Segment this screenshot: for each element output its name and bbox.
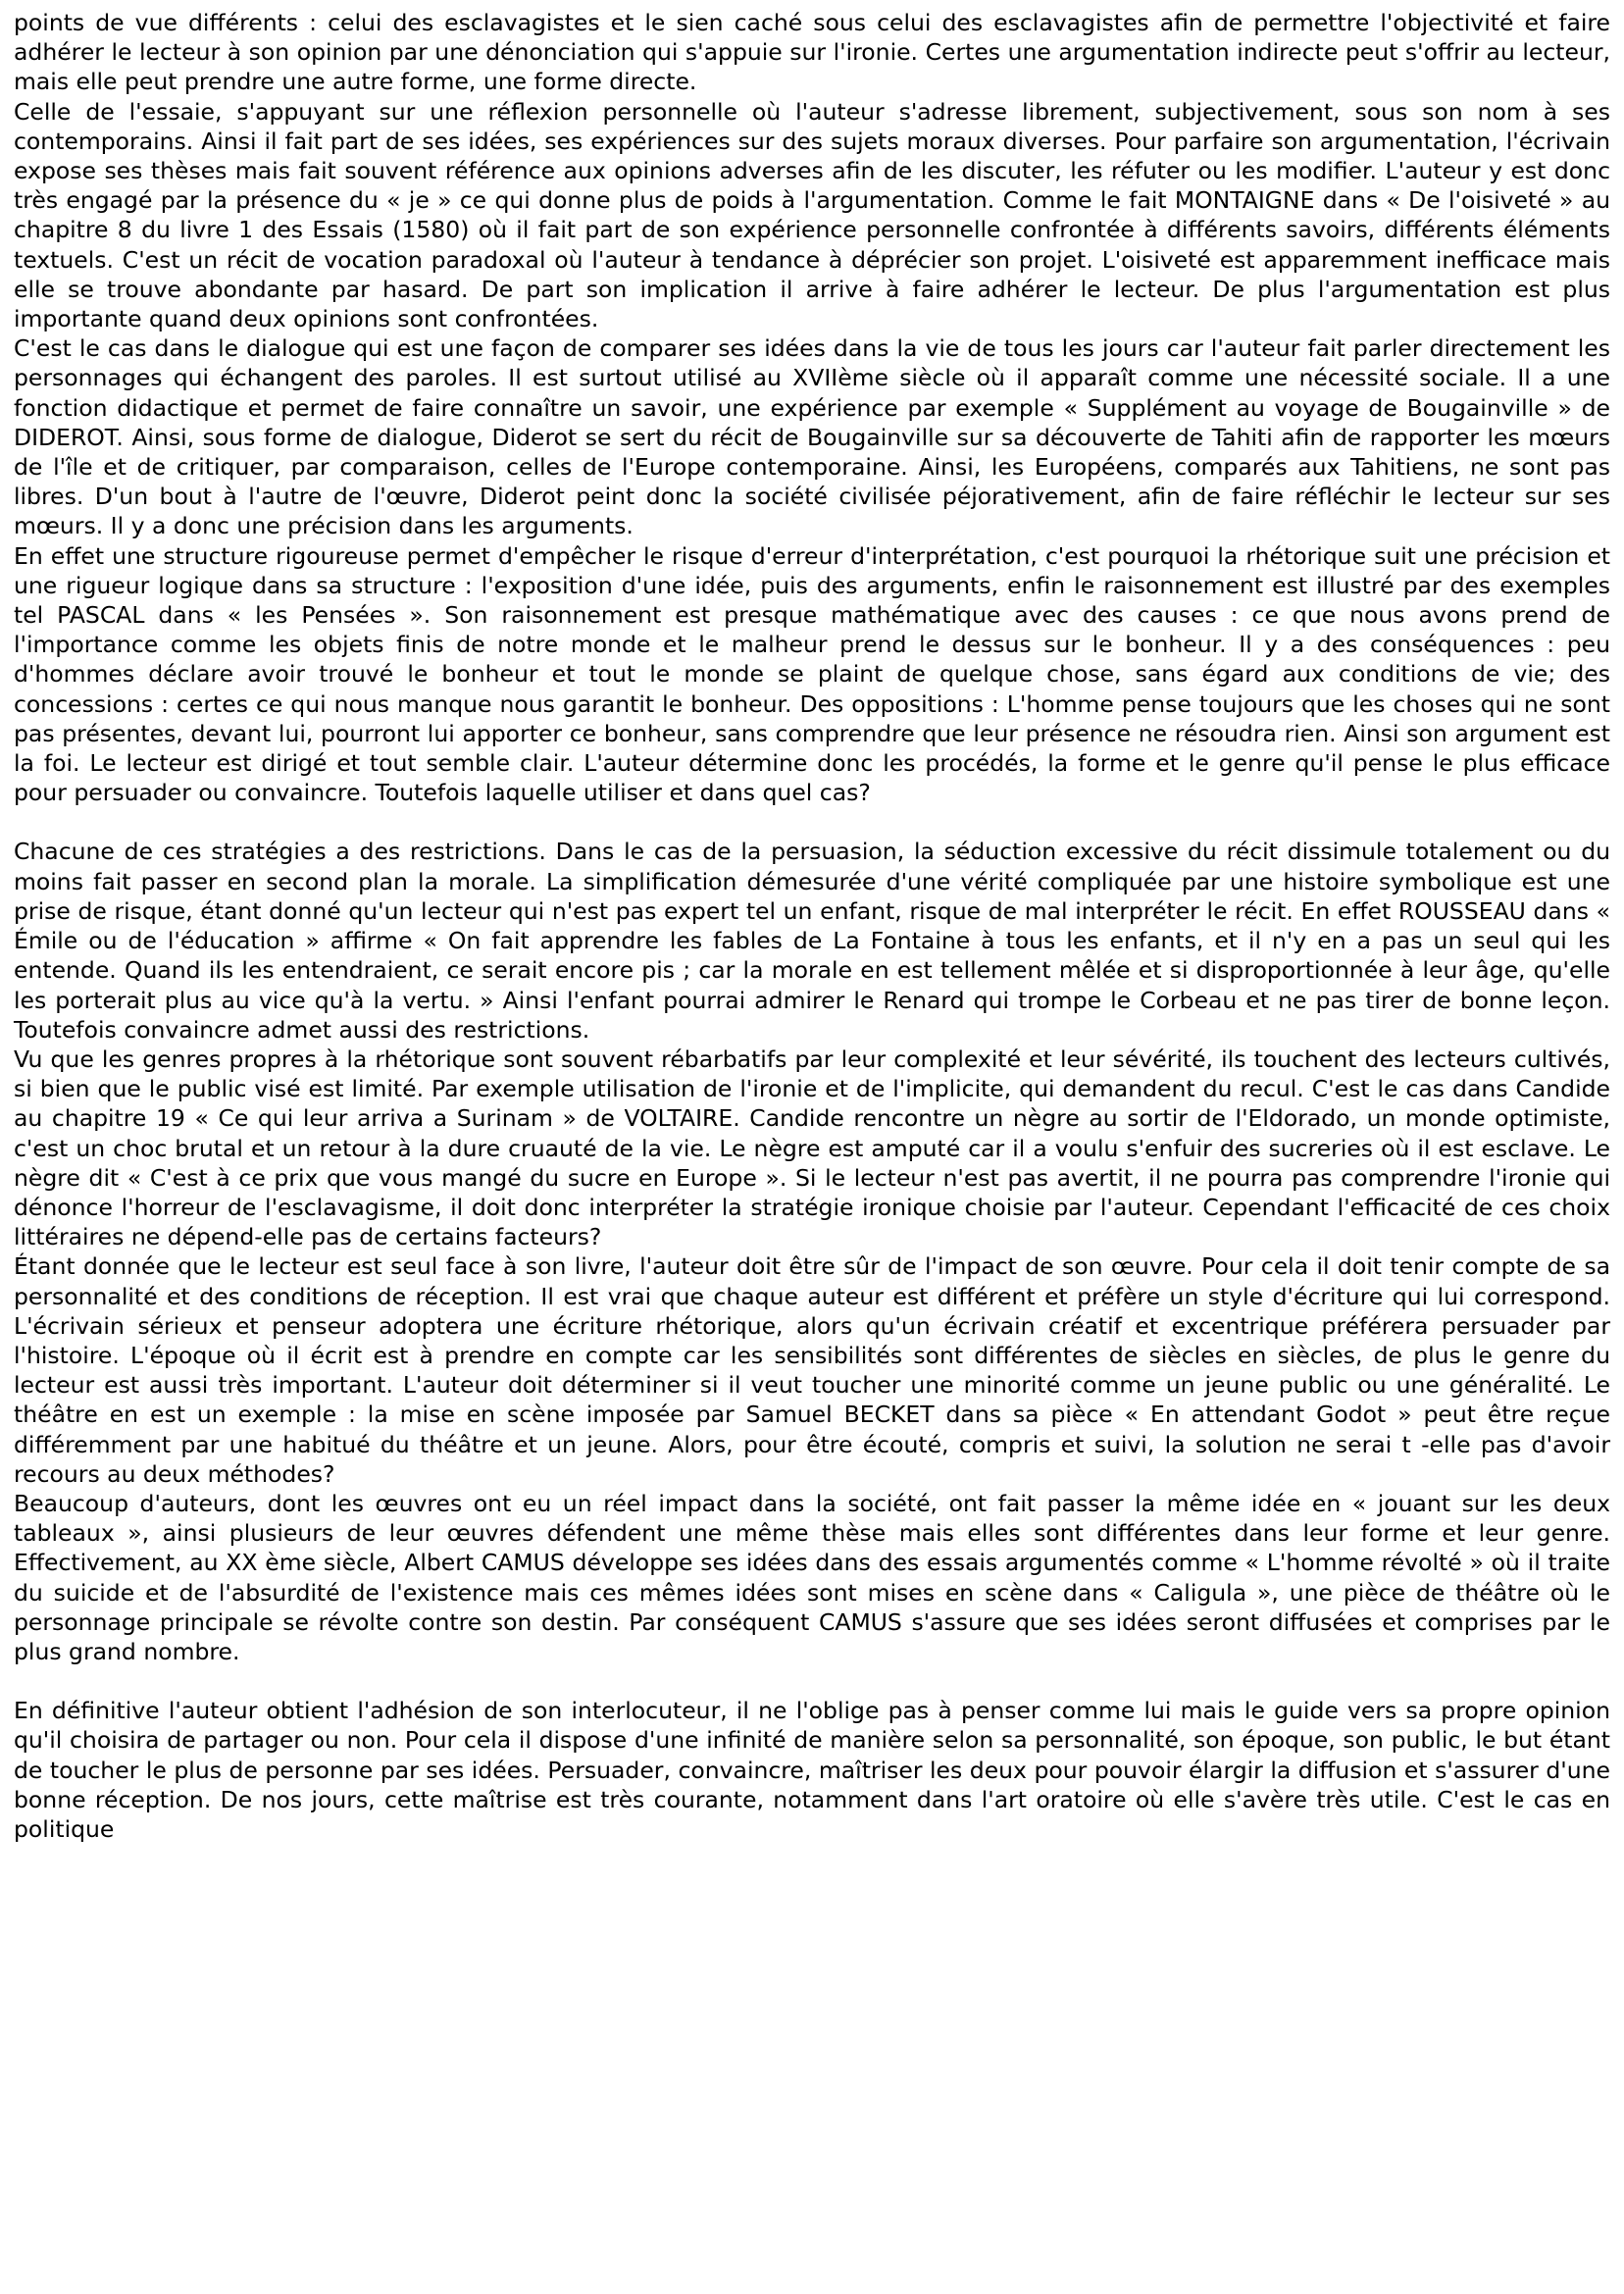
paragraph-dialogue: C'est le cas dans le dialogue qui est une façon de comparer ses idées dans la vie de tous les jours car l'auteur fait parler directement les personnages qui échangent des paroles. Il est surtout utilisé au XVIIème siècle où il apparaît comme une nécessité sociale. Il a une fonction didactique et permet de faire connaître un savoir, une expérience par exemple « Supplément au voyage de Bougainville » de DIDEROT. Ainsi, sous forme de dialogue, Diderot se sert du récit de Bougainville sur sa découverte de Tahiti afin de rapporter les mœurs de l'île et de critiquer, par comparaison, celles de l'Europe contemporaine. Ainsi, les Européens, comparés aux Tahitiens, ne sont pas libres. D'un bout à l'autre de l'œuvre, Diderot peint donc la société civilisée péjorativement, afin de faire réfléchir le lecteur sur ses mœurs. Il y a donc une précision dans les arguments. (14, 334, 1610, 540)
paragraph-rhetoric: En effet une structure rigoureuse permet d'empêcher le risque d'erreur d'interprétation, c'est pourquoi la rhétorique suit une précision et une rigueur logique dans sa structure : l'exposition d'une idée, puis des arguments, enfin le raisonnement est illustré par des exemples tel PASCAL dans « les Pensées ». Son raisonnement est presque mathématique avec des causes : ce que nous avons prend de l'importance comme les objets finis de notre monde et le malheur prend le dessus sur le bonheur. Il y a des conséquences : peu d'hommes déclare avoir trouvé le bonheur et tout le monde se plaint de quelque chose, sans égard aux conditions de vie; des concessions : certes ce qui nous manque nous garantit le bonheur. Des oppositions : L'homme pense toujours que les choses qui ne sont pas présentes, devant lui, pourront lui apporter ce bonheur, sans comprendre que leur présence ne résoudra rien. Ainsi son argument est la foi. Le lecteur est dirigé et tout semble clair. L'auteur détermine donc les procédés, la forme et le genre qu'il pense le plus efficace pour persuader ou convaincre. Toutefois laquelle utiliser et dans quel cas? (14, 541, 1610, 807)
paragraph-conclusion: En définitive l'auteur obtient l'adhésion de son interlocuteur, il ne l'oblige pas à penser comme lui mais le guide vers sa propre opinion qu'il choisira de partager ou non. Pour cela il dispose d'une infinité de manière selon sa personnalité, son époque, son public, le but étant de toucher le plus de personne par ses idées. Persuader, convaincre, maîtriser les deux pour pouvoir élargir la diffusion et s'assurer d'une bonne réception. De nos jours, cette maîtrise est très courante, notamment dans l'art oratoire où elle s'avère très utile. C'est le cas en politique (14, 1697, 1610, 1843)
paragraph-intro-continuation: points de vue différents : celui des esclavagistes et le sien caché sous celui des esclavagistes afin de permettre l'objectivité et faire adhérer le lecteur à son opinion par une dénonciation qui s'appuie sur l'ironie. Certes une argumentation indirecte peut s'offrir au lecteur, mais elle peut prendre une autre forme, une forme directe. (14, 9, 1610, 96)
paragraph-rhetoric-genres: Vu que les genres propres à la rhétorique sont souvent rébarbatifs par leur complexité et leur sévérité, ils touchent des lecteurs cultivés, si bien que le public visé est limité. Par exemple utilisation de l'ironie et de l'implicite, qui demandent du recul. C'est le cas dans Candide au chapitre 19 « Ce qui leur arriva a Surinam » de VOLTAIRE. Candide rencontre un nègre au sortir de l'Eldorado, un monde optimiste, c'est un choc brutal et un retour à la dure cruauté de la vie. Le nègre est amputé car il a voulu s'enfuir des sucreries où il est esclave. Le nègre dit « C'est à ce prix que vous mangé du sucre en Europe ». Si le lecteur n'est pas avertit, il ne pourra pas comprendre l'ironie qui dénonce l'horreur de l'esclavagisme, il doit donc interpréter la stratégie ironique choisie par l'auteur. Cependant l'efficacité de ces choix littéraires ne dépend-elle pas de certains facteurs? (14, 1045, 1610, 1251)
paragraph-two-methods: Beaucoup d'auteurs, dont les œuvres ont eu un réel impact dans la société, ont fait passer la même idée en « jouant sur les deux tableaux », ainsi plusieurs de leur œuvres défendent une même thèse mais elles sont différentes dans leur forme et leur genre. Effectivement, au XX ème siècle, Albert CAMUS développe ses idées dans des essais argumentés comme « L'homme révolté » où il traite du suicide et de l'absurdité de l'existence mais ces mêmes idées sont mises en scène dans « Caligula », une pièce de théâtre où le personnage principale se révolte contre son destin. Par conséquent CAMUS s'assure que ses idées seront diffusées et comprises par le plus grand nombre. (14, 1489, 1610, 1665)
paragraph-restrictions: Chacune de ces stratégies a des restrictions. Dans le cas de la persuasion, la séduction excessive du récit dissimule totalement ou du moins fait passer en second plan la morale. La simplification démesurée d'une vérité compliquée par une histoire symbolique est une prise de risque, étant donné qu'un lecteur qui n'est pas expert tel un enfant, risque de mal interpréter le récit. En effet ROUSSEAU dans « Émile ou de l'éducation » affirme « On fait apprendre les fables de La Fontaine à tous les enfants, et il n'y en a pas un seul qui les entende. Quand ils les entendraient, ce serait encore pis ; car la morale en est tellement mêlée et si disproportionnée à leur âge, qu'elle les porterait plus au vice qu'à la vertu. » Ainsi l'enfant pourrai admirer le Renard qui trompe le Corbeau et ne pas tirer de bonne leçon. Toutefois convaincre admet aussi des restrictions. (14, 838, 1610, 1044)
paragraph-reception: Étant donnée que le lecteur est seul face à son livre, l'auteur doit être sûr de l'impact de son œuvre. Pour cela il doit tenir compte de sa personnalité et des conditions de réception. Il est vrai que chaque auteur est différent et préfère un style d'écriture qui lui correspond. L'écrivain sérieux et penseur adoptera une écriture rhétorique, alors qu'un écrivain créatif et excentrique préférera persuader par l'histoire. L'époque où il écrit est à prendre en compte car les sensibilités sont différentes de siècles en siècles, de plus le genre du lecteur est aussi très important. L'auteur doit déterminer si il veut toucher une minorité comme un jeune public ou une généralité. Le théâtre en est un exemple : la mise en scène imposée par Samuel BECKET dans sa pièce « En attendant Godot » peut être reçue différemment par une habitué du théâtre et un jeune. Alors, pour être écouté, compris et suivi, la solution ne serai t -elle pas d'avoir recours au deux méthodes? (14, 1252, 1610, 1488)
paragraph-essay: Celle de l'essaie, s'appuyant sur une réflexion personnelle où l'auteur s'adresse librement, subjectivement, sous son nom à ses contemporains. Ainsi il fait part de ses idées, ses expériences sur des sujets moraux diverses. Pour parfaire son argumentation, l'écrivain expose ses thèses mais fait souvent référence aux opinions adverses afin de les discuter, les réfuter ou les modifier. L'auteur y est donc très engagé par la présence du « je » ce qui donne plus de poids à l'argumentation. Comme le fait MONTAIGNE dans « De l'oisiveté » au chapitre 8 du livre 1 des Essais (1580) où il fait part de son expérience personnelle confrontée à différents savoirs, différents éléments textuels. C'est un récit de vocation paradoxal où l'auteur à tendance à déprécier son projet. L'oisiveté est apparemment inefficace mais elle se trouve abondante par hasard. De part son implication il arrive à faire adhérer le lecteur. De plus l'argumentation est plus importante quand deux opinions sont confrontées. (14, 97, 1610, 333)
paragraph-gap (14, 807, 1610, 837)
paragraph-gap (14, 1666, 1610, 1696)
